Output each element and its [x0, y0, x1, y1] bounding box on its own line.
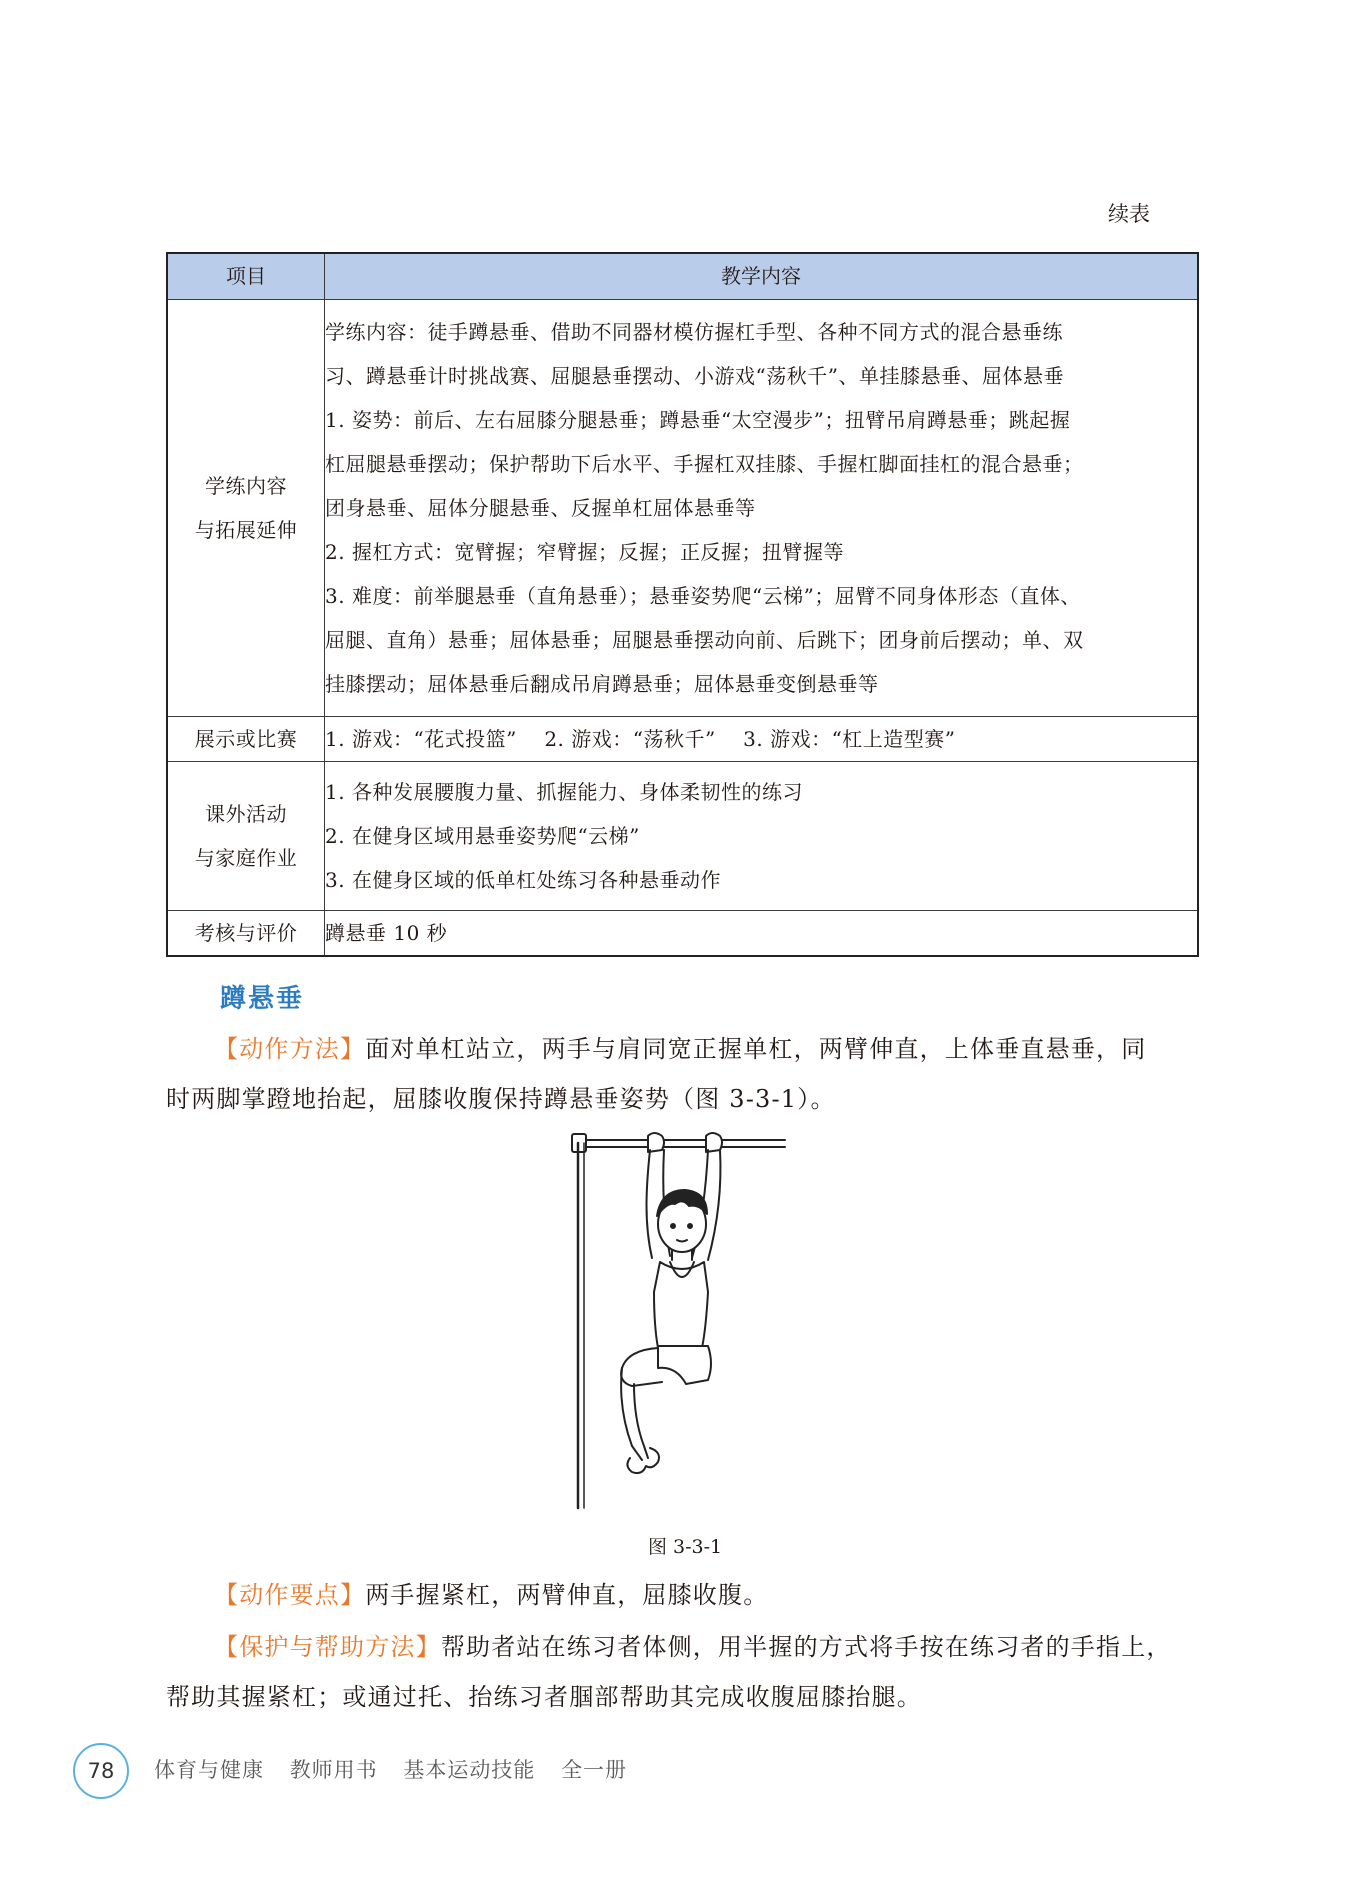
protection-text: 帮助者站在练习者体侧，用半握的方式将手按在练习者的手指上， — [440, 1633, 1172, 1661]
continued-label: 续表 — [1108, 202, 1150, 226]
content-line: 蹲悬垂 10 秒 — [325, 921, 448, 945]
footer-book-type: 教师用书 — [289, 1758, 378, 1782]
page-number: 78 — [73, 1743, 129, 1799]
row-label — [167, 911, 325, 957]
footer-book-title: 体育与健康 — [154, 1758, 264, 1782]
content-line: 1. 各种发展腰腹力量、抓握能力、身体柔韧性的练习 — [325, 780, 803, 804]
section-heading: 蹲悬垂 — [220, 984, 305, 1014]
method-tag: 【动作方法】 — [214, 1035, 366, 1063]
content-line: 2. 握杠方式：宽臂握；窄臂握；反握；正反握；扭臂握等 — [325, 540, 844, 564]
row-label-line: 课外活动 — [205, 802, 287, 826]
table-row — [167, 762, 1198, 911]
method-paragraph — [166, 1024, 1200, 1124]
row-label — [167, 762, 325, 911]
table-header-row — [167, 253, 1198, 300]
squat-hang-figure — [560, 1128, 800, 1513]
protection-text-continued: 帮助其握紧杠；或通过托、抬练习者腘部帮助其完成收腹屈膝抬腿。 — [166, 1683, 922, 1711]
content-line: 3. 难度：前举腿悬垂（直角悬垂）；悬垂姿势爬“云梯”；屈臂不同身体形态（直体、 — [325, 584, 1081, 608]
teaching-content-table — [166, 252, 1199, 957]
row-label-line: 展示或比赛 — [194, 727, 298, 751]
protection-tag: 【保护与帮助方法】 — [214, 1633, 441, 1661]
row-label-line: 考核与评价 — [194, 921, 298, 945]
table-row — [167, 717, 1198, 762]
key-points-tag: 【动作要点】 — [214, 1581, 366, 1609]
protection-paragraph — [166, 1622, 1200, 1722]
content-line: 2. 在健身区域用悬垂姿势爬“云梯” — [325, 824, 640, 848]
header-item: 项目 — [167, 253, 325, 300]
row-content — [325, 300, 1199, 717]
footer-book-volume: 全一册 — [561, 1758, 628, 1782]
header-content: 教学内容 — [325, 253, 1199, 300]
content-line: 1. 游戏：“花式投篮” 2. 游戏：“荡秋千” 3. 游戏：“杠上造型赛” — [325, 727, 956, 751]
footer-book-info — [154, 1754, 645, 1784]
key-points-paragraph — [166, 1570, 1200, 1620]
content-line: 1. 姿势：前后、左右屈膝分腿悬垂；蹲悬垂“太空漫步”；扭臂吊肩蹲悬垂；跳起握 — [325, 408, 1071, 432]
content-line: 挂膝摆动；屈体悬垂后翻成吊肩蹲悬垂；屈体悬垂变倒悬垂等 — [325, 672, 879, 696]
content-line: 团身悬垂、屈体分腿悬垂、反握单杠屈体悬垂等 — [325, 496, 756, 520]
content-line: 3. 在健身区域的低单杠处练习各种悬垂动作 — [325, 868, 721, 892]
method-text-continued: 时两脚掌蹬地抬起，屈膝收腹保持蹲悬垂姿势（图 3-3-1）。 — [166, 1085, 836, 1113]
content-line: 杠屈腿悬垂摆动；保护帮助下后水平、手握杠双挂膝、手握杠脚面挂杠的混合悬垂； — [325, 452, 1084, 476]
row-label-line: 学练内容 — [205, 474, 287, 498]
method-text: 面对单杠站立，两手与肩同宽正握单杠，两臂伸直，上体垂直悬垂，同 — [365, 1035, 1147, 1063]
content-line: 习、蹲悬垂计时挑战赛、屈腿悬垂摆动、小游戏“荡秋千”、单挂膝悬垂、屈体悬垂 — [325, 364, 1064, 388]
content-line: 学练内容：徒手蹲悬垂、借助不同器材模仿握杠手型、各种不同方式的混合悬垂练 — [325, 320, 1063, 344]
row-label-line: 与拓展延伸 — [194, 518, 298, 542]
key-points-text: 两手握紧杠，两臂伸直，屈膝收腹。 — [365, 1581, 769, 1609]
row-label — [167, 300, 325, 717]
content-line: 屈腿、直角）悬垂；屈体悬垂；屈腿悬垂摆动向前、后跳下；团身前后摆动；单、双 — [325, 628, 1084, 652]
row-label — [167, 717, 325, 762]
figure-caption: 图 3-3-1 — [648, 1536, 723, 1558]
row-content — [325, 911, 1199, 957]
footer-book-subject: 基本运动技能 — [403, 1758, 536, 1782]
row-content — [325, 762, 1199, 911]
table-row — [167, 911, 1198, 957]
table-row — [167, 300, 1198, 717]
row-content — [325, 717, 1199, 762]
row-label-line: 与家庭作业 — [194, 846, 298, 870]
